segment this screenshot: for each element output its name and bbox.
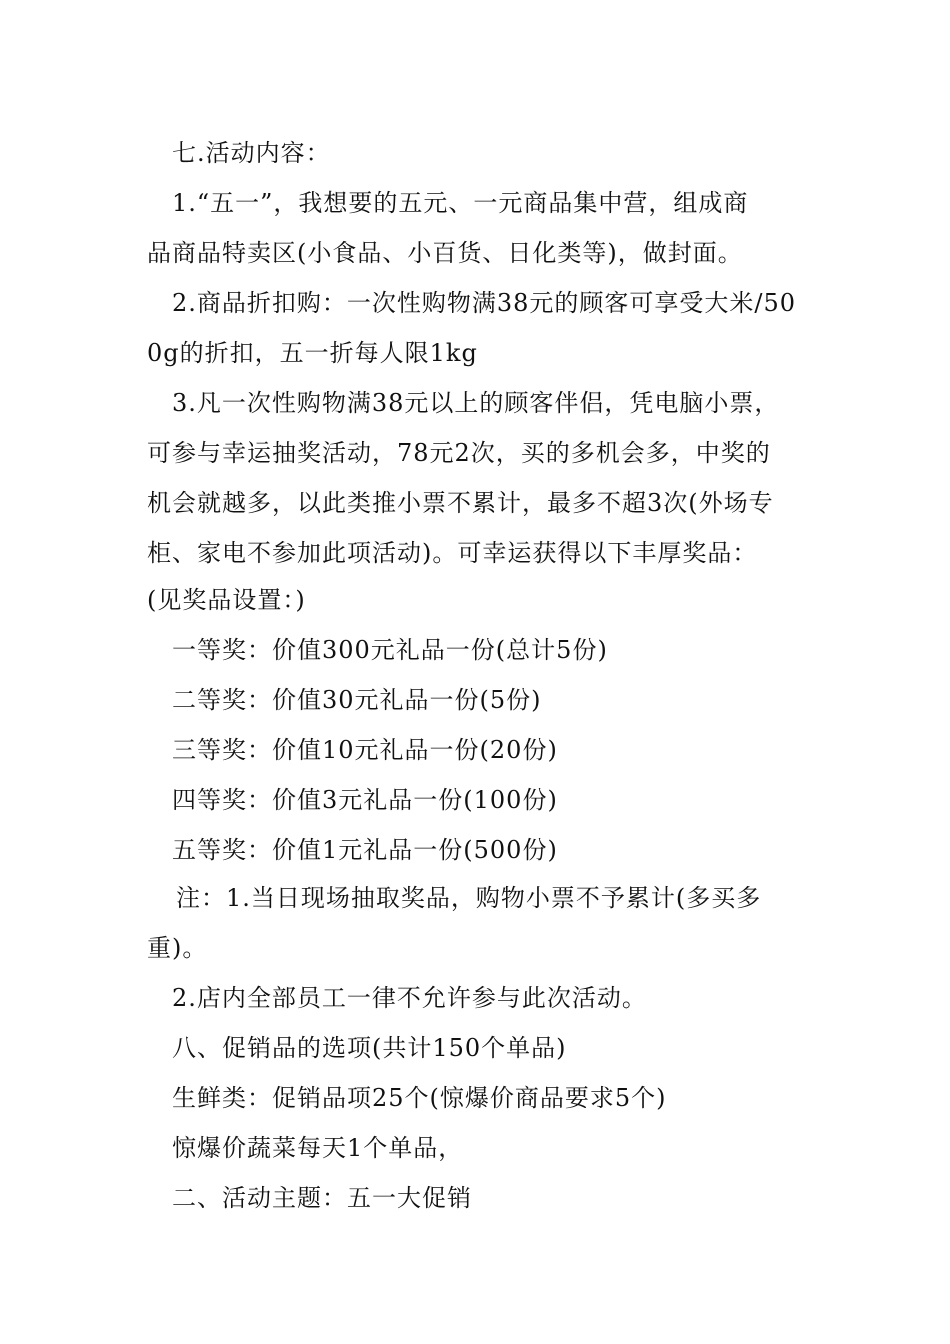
paragraph-line: (见奖品设置：) bbox=[147, 586, 306, 614]
section-heading-activity-theme: 二、活动主题：五一大促销 bbox=[172, 1184, 472, 1212]
paragraph-line: 3.凡一次性购物满38元以上的顾客伴侣，凭电脑小票， bbox=[172, 389, 780, 417]
prize-line-second: 二等奖：价值30元礼品一份(5份) bbox=[172, 686, 542, 714]
note-line: 2.店内全部员工一律不允许参与此次活动。 bbox=[172, 984, 647, 1012]
paragraph-line: 0g的折扣，五一折每人限1kg bbox=[147, 339, 478, 367]
prize-line-fifth: 五等奖：价值1元礼品一份(500份) bbox=[172, 836, 558, 864]
note-line: 重)。 bbox=[147, 934, 208, 962]
paragraph-line: 惊爆价蔬菜每天1个单品， bbox=[172, 1134, 464, 1162]
section-heading-promo-items: 八、促销品的选项(共计150个单品) bbox=[172, 1034, 567, 1062]
paragraph-line: 品商品特卖区(小食品、小百货、日化类等)，做封面。 bbox=[147, 239, 743, 267]
paragraph-line: 可参与幸运抽奖活动，78元2次，买的多机会多，中奖的 bbox=[147, 439, 771, 467]
section-heading-activity-content: 七.活动内容： bbox=[172, 139, 331, 167]
paragraph-line: 1.“五一”，我想要的五元、一元商品集中营，组成商 bbox=[172, 189, 749, 217]
note-line: 注：1.当日现场抽取奖品，购物小票不予累计(多买多 bbox=[176, 884, 762, 912]
paragraph-line: 柜、家电不参加此项活动)。可幸运获得以下丰厚奖品： bbox=[147, 539, 758, 567]
prize-line-fourth: 四等奖：价值3元礼品一份(100份) bbox=[172, 786, 558, 814]
prize-line-first: 一等奖：价值300元礼品一份(总计5份) bbox=[172, 636, 608, 664]
paragraph-line: 生鲜类：促销品项25个(惊爆价商品要求5个) bbox=[172, 1084, 667, 1112]
paragraph-line: 2.商品折扣购：一次性购物满38元的顾客可享受大米/50 bbox=[172, 289, 797, 317]
paragraph-line: 机会就越多，以此类推小票不累计，最多不超3次(外场专 bbox=[147, 489, 774, 517]
prize-line-third: 三等奖：价值10元礼品一份(20份) bbox=[172, 736, 558, 764]
